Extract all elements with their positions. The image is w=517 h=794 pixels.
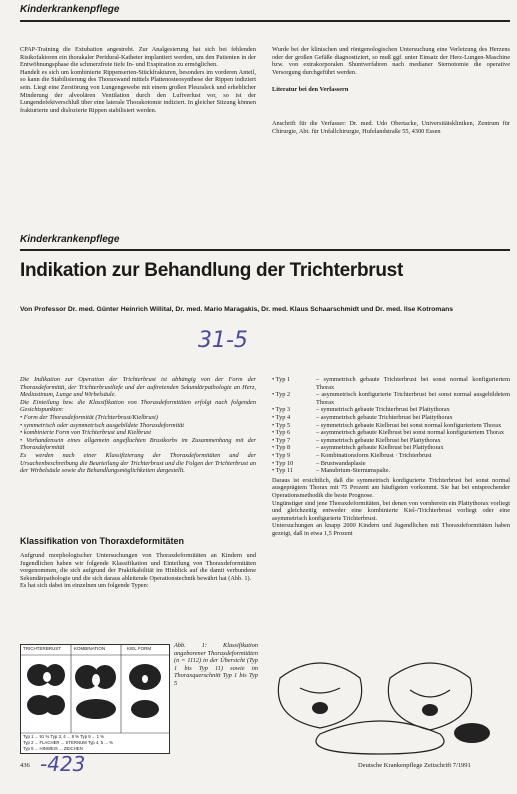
type-item [272,414,510,422]
type-desc: – asymmetrisch konfigurierte Trichterbrust bei sonst normal ausgebildetem Thorax [316,391,510,406]
type-key: • Typ 9 [272,451,291,459]
article-title: Indikation zur Behandlung der Trichterbrust [20,260,403,281]
paragraph: CPAP-Training die Extubation angestrebt. Zur Analgesierung hat sich bei fehlenden Risikofaktoren ein thorakaler Peridural-Katheter implantiert werden, um den Patienten in der Entwöhnungsphase die schmerzfreie tiefe In- und Exspiration zu ermöglichen. [20,46,256,69]
bullet-text: Vorhandensein eines allgemein angeflachten Brustkorbs im Zusammenhang mit der Thoraxdeformität [20,436,256,452]
types-list [272,376,510,537]
type-desc: – Manubrium-Sternumspalte. [316,467,391,475]
type-item [272,376,510,391]
figure-label: Typ 1 ... 91 % Typ 3, 4 ... 8 % Typ 9 ... 1 % [23,734,105,739]
classification-column [20,552,256,590]
paragraph: Untersuchungen an knapp 2000 Kindern und Jugendlichen mit Thoraxdeformitäten haben gezeigt, daß in etwa 1,5 Prozent [272,522,510,537]
bullet-item: • Vorhandensein eines allgemein angeflachten Brustkorbs im Zusammenhang mit der Thoraxdeformität [20,436,256,452]
type-key: • Typ 2 [272,391,291,399]
intro-paragraph: Es werden nach einer Klassifizierung der Thoraxdeformitäten und der Ursachenbeschreibung die Beurteilung der Trichterbrust und die Folgen der Trichterbrust an der Wirbelsäule sowie die Behandlungsmöglichkeiten dargestellt. [20,451,256,475]
header-rule [20,20,510,22]
bullet-text: Form der Thoraxdeformität (Trichterbrust/Kielbrust) [23,413,158,421]
handwritten-annotation: 31-5 [198,328,248,353]
type-key: • Typ 7 [272,436,291,444]
paragraph: Daraus ist ersichtlich, daß die symmetrisch konfigurierte Trichterbrust bei sonst normal ausgeprägtem Thorax mit 75 Prozent am häufigsten vorkommt. Sie hat bei entsprechender Operationsmethodik die beste Prognose. [272,476,510,499]
section-header: Kinderkrankenpflege [20,234,120,245]
type-item [272,429,510,437]
intro-column [20,376,256,475]
top-left-column [20,46,256,114]
type-key: • Typ 5 [272,421,291,429]
section-rule [20,249,510,251]
type-desc: – Kombinationsform Kielbrust · Trichterbrust [316,451,432,459]
type-desc: – symmetrisch gebaute Kielbrust bei Plattythorax [316,436,441,444]
type-key: • Typ 6 [272,429,291,437]
bullet-text: symmetrisch oder asymmetrisch ausgebildete Thoraxdeformität [23,421,184,429]
handwritten-page-number: -423 [40,752,86,776]
type-key: • Typ 3 [272,406,291,414]
type-key: • Typ 8 [272,444,291,452]
type-item [272,406,510,414]
figure-label: TRICHTERBRUST [23,646,61,651]
cross-section-figure [260,638,510,758]
type-key: • Typ 11 [272,467,294,475]
top-right-column [272,46,510,135]
bullet-item: • symmetrisch oder asymmetrisch ausgebildete Thoraxdeformität [20,421,184,429]
type-desc: – symmetrisch gebaute Kielbrust bei sonst normal konfiguriertem Thorax [316,421,502,429]
cross-section-graphic [260,638,510,758]
type-item [272,437,510,445]
paragraph: Handelt es sich um kombinierte Rippenserien-Stückfrakturen, besonders im vorderen Anteil, so kann die Stabilisierung des Thoraxwand mittels Plattenosteosynthese der Rippen indiziert sein. Liegt eine Zerstörung von Lungengewebe mit einem großen Pleuraleck und erheblicher Minderung der alveolären Ventilation durch den Luftverlust vor, so ist der Lungendefektverschluß über eine laterale Thorakotomie indiziert. In gleicher Sitzung können frakturierte und dislozierte Rippen stabilisiert werden. [20,68,256,114]
figure-label: Typ 2 ... FLACHER ... STERNUM Typ 4, 5 ... % [23,740,113,745]
intro-paragraph: Die Einteilung bzw. die Klassifikation von Thoraxdeformitäten erfolgt nach folgenden Gesichtspunkten: [20,398,256,414]
page-number: 436 [20,762,30,769]
type-desc: – symmetrisch gebaute Trichterbrust bei Plattythorax [316,406,450,414]
literature-note: Literatur bei den Verfassern [272,86,349,94]
type-key: • Typ 10 [272,459,294,467]
paragraph: Aufgrund morphologischer Untersuchungen von Thoraxdeformitäten an Kindern und Jugendlichen haben wir folgende Klassifikation und Einteilung von Thoraxdeformitäten vorgenommen, die sich aufgrund der Praktikabilität im Hinblick auf die damit verbundene Sekundärpathologie und die sich daraus ableitende Operationstechnik bewährt hat (Abb. 1). [20,552,256,582]
running-header: Kinderkrankenpflege [20,4,120,15]
classification-figure [20,644,170,754]
type-item [272,452,510,460]
type-desc: – asymmetrisch gebaute Kielbrust bei Plattythorax [316,444,444,452]
bullet-item: • kombinierte Form von Trichterbrust und Kielbrust [20,429,151,437]
bullet-text: kombinierte Form von Trichterbrust und Kielbrust [23,429,151,437]
author-address: Anschrift für die Verfasser: Dr. med. Udo Obertacke, Universitätskliniken, Zentrum für Chirurgie, Abt. für Unfallchirurgie, Hufelandstraße 55, 4300 Essen [272,119,510,135]
section-heading: Klassifikation von Thoraxdeformitäten [20,536,185,546]
figure-caption: Abb. 1: Klassifikation angeborener Thoraxdeformitäten (n = 1112) in der Übersicht (Typ 1 bis Typ 11) sowie im Thoraxquerschnitt Typ 1 bis Typ 5 [174,642,258,687]
paragraph: Wurde bei der klinischen und röntgenologischen Untersuchung eine Verletzung des Herzens oder der großen Gefäße diagnostiziert, so muß ggf. unter Einsatz der Herz-Lungen-Maschine bzw. von extrakorporalen Shuntverfahren nach medianer Sternotomie die operative Versorgung durchgeführt werden. [272,46,510,76]
type-desc: – asymmetrisch gebaute Kielbrust bei sonst normal konfiguriertem Thorax [316,429,505,437]
intro-paragraph: Die Indikation zur Operation der Trichterbrust ist abhängig von der Form der Thoraxdeformität, der Trichterbrustliefe und der auftretenden Sekundärpathologie an Herz, Mediastinum, Lunge und Wirbelsäule. [20,376,256,399]
type-item [272,444,510,452]
type-key: • Typ 1 [272,376,291,383]
type-desc: – asymmetrisch gebaute Trichterbrust bei Plattythorax [316,413,453,421]
type-key: • Typ 4 [272,413,291,421]
figure-label: Typ 5 ... HINWEIS ... ZEICHEN [23,746,83,751]
bullet-item: • Form der Thoraxdeformität (Trichterbrust/Kielbrust) [20,413,158,421]
paragraph: Ungünstiger sind jene Thoraxdeformitäten, bei denen von vornherein ein Plattythorax vorliegt und gleichzeitig entweder eine kombinierte Kiel-/Trichterbrust vorliegt oder eine asymmetrisch konfigurierte Trichterbrust. [272,499,510,522]
figure-label: KOMBINATION [74,646,106,651]
type-item [272,422,510,430]
type-item [272,460,510,468]
paragraph: Es hat sich dabei im einzelnen um folgende Typen: [20,582,149,590]
type-item [272,467,510,475]
journal-footer: Deutsche Krankenpflege Zeitschrift 7/1991 [358,762,471,769]
authors: Von Professor Dr. med. Günter Heinrich Willital, Dr. med. Mario Maragakis, Dr. med. Klaus Schaarschmidt und Dr. med. Ilse Kotromans [20,306,454,313]
type-desc: – Brustwandaplasie [316,459,366,467]
type-item [272,391,510,406]
figure-label: KIEL FORM [127,646,152,651]
type-desc: – symmetrisch gebaute Trichterbrust bei sonst normal konfiguriertem Thorax [316,376,510,391]
